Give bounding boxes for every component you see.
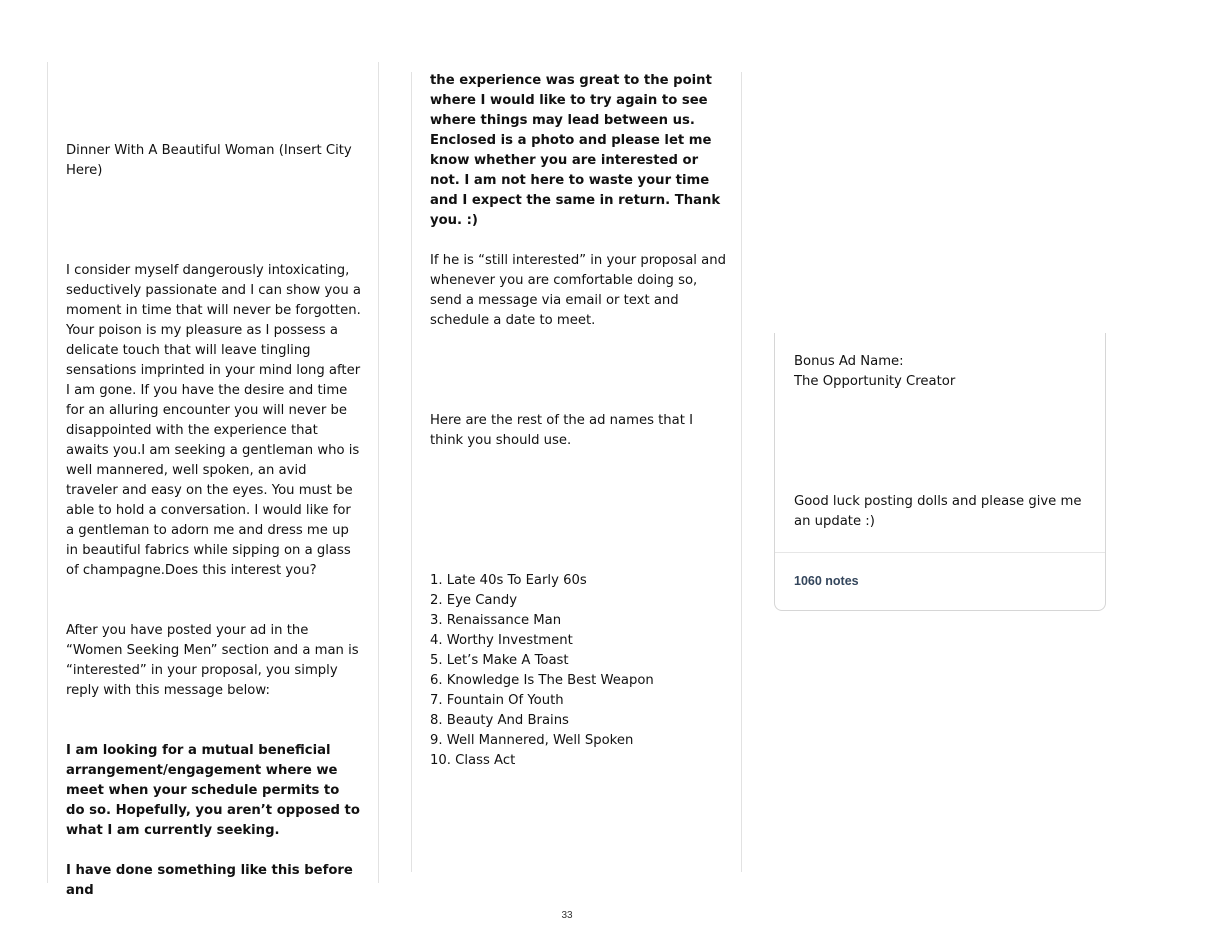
- bonus-ad-label: Bonus Ad Name:: [794, 354, 904, 369]
- page-number: 33: [561, 910, 573, 921]
- ad-title: Dinner With A Beautiful Woman (Insert City Here): [66, 143, 352, 178]
- list-item: 2. Eye Candy: [430, 593, 518, 608]
- reply-message-closing: Enclosed is a photo and please let me know whether you are interested or not. I am not here to waste your time and I expect the same in return. Thank you. :): [430, 133, 721, 228]
- reply-message-part1: I am looking for a mutual beneficial arrangement/engagement where we meet when your schedule permits to do so. Hopefully, you aren’t opposed to what I am currently seeking.: [66, 743, 360, 838]
- list-item: 7. Fountain Of Youth: [430, 693, 564, 708]
- reply-instructions: After you have posted your ad in the “Women Seeking Men” section and a man is “interested” in your proposal, you simply reply with this message below:: [66, 623, 359, 698]
- notes-count-link[interactable]: 1060 notes: [794, 574, 859, 588]
- post-column-left: [47, 62, 379, 898]
- list-item: 4. Worthy Investment: [430, 633, 573, 648]
- followup-instructions: If he is “still interested” in your proposal and whenever you are comfortable doing so, send a message via email or text and schedule a date to meet.: [430, 253, 726, 328]
- list-item: 8. Beauty And Brains: [430, 713, 569, 728]
- list-item: 9. Well Mannered, Well Spoken: [430, 733, 634, 748]
- list-item: 6. Knowledge Is The Best Weapon: [430, 673, 654, 688]
- reply-message-part2: I have done something like this before and: [66, 863, 353, 898]
- list-item: 1. Late 40s To Early 60s: [430, 573, 587, 588]
- bonus-ad-name: The Opportunity Creator: [794, 374, 956, 389]
- list-item: 10. Class Act: [430, 753, 516, 768]
- ad-body: I consider myself dangerously intoxicating, seductively passionate and I can show you a moment in time that will never be forgotten. Your poison is my pleasure as I possess a delicate touch that will leave tingling sensations imprinted in your mind long after I am gone. If you have the desire and time for an alluring encounter you will never be disappointed with the experience that awaits you.I am seeking a gentleman who is well mannered, well spoken, an avid traveler and easy on the eyes. You must be able to hold a conversation. I would like for a gentleman to adorn me and dress me up in beautiful fabrics while sipping on a glass of champagne.Does this interest you?: [66, 263, 361, 578]
- reply-message-continued: the experience was great to the point where I would like to try again to see where things may lead between us.: [430, 73, 712, 128]
- list-item: 3. Renaissance Man: [430, 613, 562, 628]
- list-item: 5. Let’s Make A Toast: [430, 653, 569, 668]
- closing-message: Good luck posting dolls and please give me an update :): [794, 494, 1082, 529]
- post-card: [774, 333, 1106, 611]
- ad-names-list: [430, 571, 726, 771]
- ad-names-intro: Here are the rest of the ad names that I think you should use.: [430, 413, 694, 448]
- card-divider: [775, 552, 1105, 553]
- post-column-middle: [411, 72, 742, 872]
